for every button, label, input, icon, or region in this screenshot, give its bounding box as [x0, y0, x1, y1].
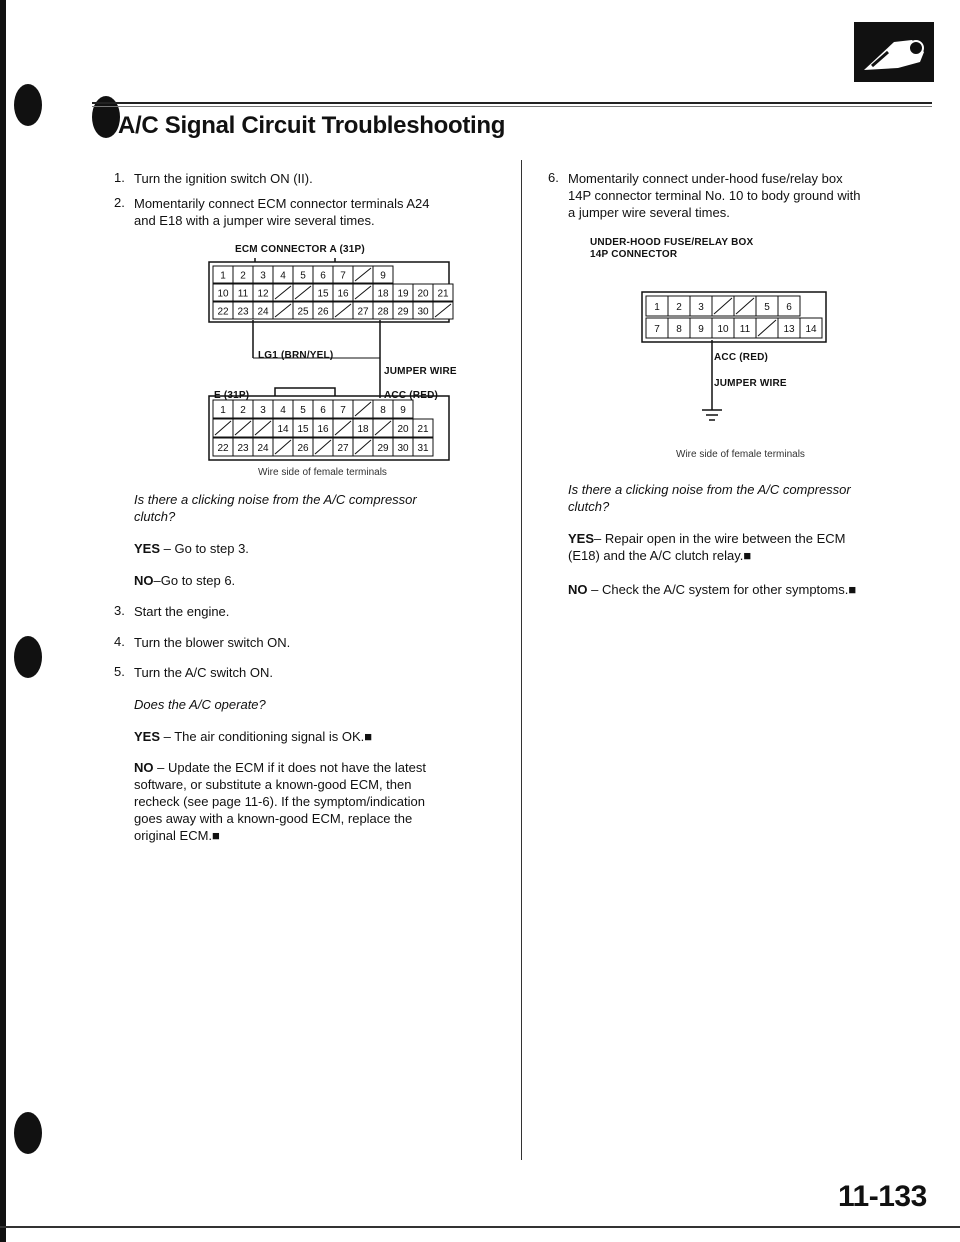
- yes-label: YES: [134, 729, 161, 744]
- answer-text: Check the A/C system for other symptoms.■: [601, 582, 857, 597]
- connector-e-terminal-number: 1: [220, 405, 226, 416]
- connector-a-terminal-number: 9: [380, 270, 386, 282]
- acc-label: ACC (RED): [714, 352, 769, 363]
- step-number: 2.: [114, 195, 125, 210]
- connector-a-terminal-number: 5: [300, 270, 306, 282]
- connector-a-terminal-number: 11: [237, 288, 249, 300]
- header-rule: [92, 102, 932, 104]
- connector-a-terminal-number: 3: [260, 270, 266, 282]
- step-text: Momentarily connect under-hood fuse/relay box: [568, 171, 843, 186]
- connector-a-terminal-number: 30: [417, 306, 429, 318]
- connector-e-terminal-number: 23: [237, 443, 249, 454]
- yes-answer: YES – Go to step 3.: [134, 541, 249, 556]
- page-title: A/C Signal Circuit Troubleshooting: [118, 112, 506, 139]
- step-text: Turn the blower switch ON.: [134, 635, 291, 650]
- connector-e-terminal-number: 24: [257, 443, 269, 454]
- binder-hole: [14, 84, 42, 126]
- connector-e-terminal-number: 4: [280, 405, 286, 416]
- ecm-connector-svg: [205, 258, 505, 478]
- connector-e-terminal-number: 14: [277, 424, 289, 435]
- step-text: and E18 with a jumper wire several times.: [134, 213, 375, 228]
- connector-a-terminal-number: 21: [437, 288, 449, 300]
- question-text: clutch?: [134, 509, 176, 524]
- no-label: NO: [134, 760, 154, 775]
- jumper-wire-label: JUMPER WIRE: [714, 378, 787, 389]
- answer-text: Repair open in the wire between the ECM: [604, 531, 846, 546]
- question-text: Does the A/C operate?: [134, 697, 266, 712]
- answer-text: Go to step 6.: [160, 573, 236, 588]
- connector-e-terminal-number: 22: [217, 443, 229, 454]
- connector-e-terminal-number: 9: [400, 405, 406, 416]
- no-answer: NO – Check the A/C system for other symptoms.■: [568, 582, 857, 597]
- answer-text: Update the ECM if it does not have the latest: [167, 760, 426, 775]
- step-number: 4.: [114, 634, 125, 649]
- no-label: NO: [134, 573, 154, 588]
- connector-e-terminal-number: 2: [240, 405, 246, 416]
- diagram-caption: Wire side of female terminals: [676, 449, 805, 460]
- answer-text: goes away with a known-good ECM, replace the: [134, 811, 413, 826]
- connector-a-terminal-number: 24: [257, 306, 269, 318]
- connector-a-terminal-number: 7: [340, 270, 346, 282]
- jumper-wire-label: JUMPER WIRE: [384, 366, 457, 377]
- connector-e-terminal-number: 7: [340, 405, 346, 416]
- fuse-connector-terminal-number: 5: [764, 302, 770, 313]
- step-text-block: [568, 170, 918, 221]
- connector-a-terminal-number: 18: [377, 288, 389, 300]
- connector-e-terminal-number: 5: [300, 405, 306, 416]
- wire-label-lg1: LG1 (BRN/YEL): [258, 350, 334, 361]
- diagram-title: 14P CONNECTOR: [590, 249, 678, 260]
- fuse-connector-terminal-number: 13: [783, 324, 795, 335]
- connector-a-terminal-number: 29: [397, 306, 409, 318]
- connector-e-terminal-number: 8: [380, 405, 386, 416]
- step-number: 5.: [114, 664, 125, 679]
- connector-e-terminal-number: 26: [297, 443, 309, 454]
- connector-e-terminal-number: 16: [317, 424, 329, 435]
- connector-a-terminal-number: 19: [397, 288, 409, 300]
- answer-text: (E18) and the A/C clutch relay.■: [568, 548, 752, 563]
- connector-a-terminal-number: 20: [417, 288, 429, 300]
- connector-e-terminal-number: 3: [260, 405, 266, 416]
- fuse-connector-terminal-number: 3: [698, 302, 704, 313]
- connector-e-terminal-number: 20: [397, 424, 409, 435]
- fuse-connector-terminal-number: 11: [739, 324, 751, 335]
- step-text: Momentarily connect ECM connector terminals A24: [134, 196, 430, 211]
- binding-edge: [0, 0, 6, 1242]
- answer-text: The air conditioning signal is OK.■: [174, 729, 373, 744]
- connector-a-terminal-number: 10: [217, 288, 229, 300]
- binder-hole: [14, 1112, 42, 1154]
- fuse-box-connector-svg: [640, 290, 880, 440]
- connector-a-terminal-number: 1: [220, 270, 226, 282]
- fuse-box-connector-diagram: [640, 290, 880, 440]
- latch-outline: [275, 388, 335, 396]
- yes-answer: YES– Repair open in the wire between the ECM (E18) and the A/C clutch relay.■: [568, 531, 846, 563]
- connector-a-terminal-number: 16: [337, 288, 349, 300]
- fuse-connector-terminal-number: 1: [654, 302, 660, 313]
- ecm-connector-diagram: [205, 258, 505, 478]
- connector-e-terminal-number: 15: [297, 424, 309, 435]
- step-number: 6.: [548, 170, 559, 185]
- connector-e-terminal-number: 31: [417, 443, 429, 454]
- connector-e-terminal-number: 29: [377, 443, 389, 454]
- connector-e-label: E (31P): [214, 390, 250, 401]
- fuse-connector-terminal-number: 10: [717, 324, 729, 335]
- step-text: a jumper wire several times.: [568, 205, 730, 220]
- fuse-connector-terminal-number: 2: [676, 302, 682, 313]
- step-text: Turn the A/C switch ON.: [134, 665, 273, 680]
- connector-e-terminal-number: 21: [417, 424, 429, 435]
- answer-text: Go to step 3.: [174, 541, 249, 556]
- step-text: 14P connector terminal No. 10 to body ground with: [568, 188, 861, 203]
- ac-section-icon: [854, 22, 934, 82]
- question-text: Is there a clicking noise from the A/C compressor: [134, 492, 417, 507]
- step-number: 1.: [114, 170, 125, 185]
- no-answer: NO – Update the ECM if it does not have the latest software, or substitute a known-good ECM, then recheck (see page 11-6). If the symptom/indication goes away with a known-good ECM, replace the original ECM.■: [134, 759, 504, 844]
- connector-a-terminal-number: 2: [240, 270, 246, 282]
- binder-hole: [14, 636, 42, 678]
- page-number: 11-133: [838, 1180, 927, 1213]
- answer-text: software, or substitute a known-good ECM, then: [134, 777, 412, 792]
- connector-e-terminal-number: 18: [357, 424, 369, 435]
- answer-text: recheck (see page 11-6). If the symptom/indication: [134, 794, 425, 809]
- connector-e-terminal-number: 6: [320, 405, 326, 416]
- connector-a-terminal-number: 25: [297, 306, 309, 318]
- connector-a-terminal-number: 12: [257, 288, 269, 300]
- diagram-title: ECM CONNECTOR A (31P): [235, 244, 365, 255]
- answer-text: original ECM.■: [134, 828, 220, 843]
- diagram-title: UNDER-HOOD FUSE/RELAY BOX: [590, 237, 754, 248]
- no-label: NO: [568, 582, 588, 597]
- fuse-connector-terminal-number: 14: [805, 324, 817, 335]
- connector-a-terminal-number: 27: [357, 306, 369, 318]
- connector-a-terminal-number: 15: [317, 288, 329, 300]
- connector-a-terminal-number: 22: [217, 306, 229, 318]
- no-answer: NO–Go to step 6.: [134, 573, 236, 588]
- step-text: Start the engine.: [134, 604, 230, 619]
- fuse-connector-terminal-number: 6: [786, 302, 792, 313]
- connector-a-terminal-number: 28: [377, 306, 389, 318]
- connector-a-terminal-number: 6: [320, 270, 326, 282]
- connector-e-terminal-number: 30: [397, 443, 409, 454]
- connector-e-terminal-number: 27: [337, 443, 349, 454]
- fuse-connector-terminal-number: 7: [654, 324, 660, 335]
- connector-a-terminal-number: 26: [317, 306, 329, 318]
- yes-label: YES: [568, 531, 595, 546]
- footer-rule: [0, 1226, 960, 1228]
- fuse-connector-terminal-number: 9: [698, 324, 704, 335]
- question-text: clutch?: [568, 499, 610, 514]
- diagram-caption: Wire side of female terminals: [258, 467, 387, 478]
- connector-a-terminal-number: 23: [237, 306, 249, 318]
- step-number: 3.: [114, 603, 125, 618]
- question-text: Is there a clicking noise from the A/C compressor: [568, 482, 851, 497]
- step-text: Turn the ignition switch ON (II).: [134, 171, 313, 186]
- yes-answer: YES – The air conditioning signal is OK.■: [134, 729, 373, 744]
- yes-label: YES: [134, 541, 161, 556]
- column-divider: [521, 160, 522, 1160]
- connector-a-terminal-number: 4: [280, 270, 286, 282]
- fuse-connector-terminal-number: 8: [676, 324, 682, 335]
- header-rule-thin: [92, 106, 932, 107]
- acc-label: ACC (RED): [384, 390, 439, 401]
